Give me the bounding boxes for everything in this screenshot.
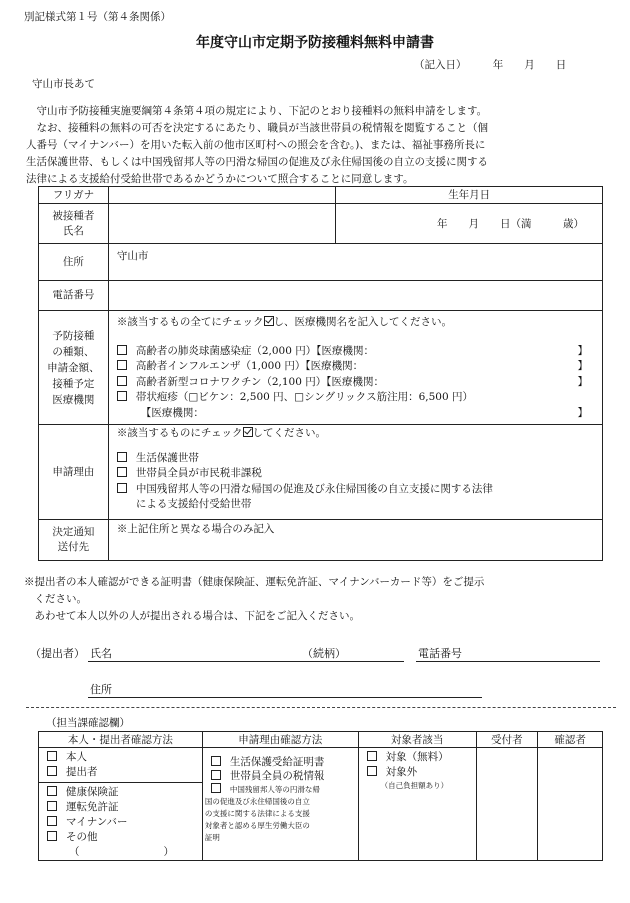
checkbox-icon[interactable] [117, 452, 127, 462]
reason-method-returnee-cont: 国の促進及び永住帰国後の自立 [204, 797, 310, 806]
shingles-clinic-field[interactable]: 【医療機関： 】 [140, 406, 588, 419]
id-notes: ※提出者の本人確認ができる証明書（健康保険証、運転免許証、マイナンバーカード等）をご提示 ください。 あわせて本人以外の人が提出される場合は、下記をご記入ください。 [24, 576, 485, 622]
vaccine-options [108, 311, 602, 425]
reason-method-returnee-cont: 対象者と認める厚生労働大臣の [204, 821, 310, 830]
notice-address-field[interactable]: ※上記住所と異なる場合のみ記入 [108, 520, 602, 561]
checkbox-icon[interactable] [367, 766, 377, 776]
reason-method-returnee[interactable]: 中国残留邦人等の円滑な帰 [203, 783, 358, 796]
vaccine-option-influenza[interactable]: 高齢者インフルエンザ（1,000 円）【医療機関： 】 [117, 359, 602, 375]
vaccine-option-shingles[interactable]: 帯状疱疹（□ビケン：2,500 円、□シングリックス筋注用：6,500 円） [117, 390, 602, 406]
target-note: （自己負担額あり） [380, 781, 449, 790]
checkbox-icon[interactable] [47, 766, 57, 776]
intro-line: 守山市予防接種実施要綱第４条第４項の規定により、下記のとおり接種料の無料申請をします。 [26, 105, 488, 117]
birth-label: 生年月日 [336, 187, 603, 204]
name-label: 被接種者 氏名 [39, 204, 109, 244]
id-option-insurance[interactable]: 健康保険証 [47, 785, 202, 800]
checkbox-icon[interactable] [117, 391, 127, 401]
reason-option-welfare[interactable]: 生活保護世帯 [117, 451, 602, 467]
reason-label: 申請理由 [39, 425, 109, 520]
vaccine-label: 予防接種 の種類、 申請金額、 接種予定 医療機関 [39, 311, 109, 425]
checker-stamp-cell[interactable] [538, 748, 603, 861]
submitter-name-line[interactable] [88, 661, 404, 662]
id-method-cell [39, 748, 203, 861]
submitter-phone-label: 電話番号 [418, 647, 462, 660]
phone-field[interactable] [108, 281, 602, 311]
reason-method-returnee-cont: の支援に関する法律による支援 [204, 809, 310, 818]
checkbox-icon[interactable] [211, 756, 221, 766]
office-header: 受付者 [476, 732, 538, 748]
receiver-stamp-cell[interactable] [476, 748, 538, 861]
office-header: 申請理由確認方法 [202, 732, 358, 748]
birth-field[interactable]: 年 月 日（満 歳） [336, 204, 603, 244]
id-option-self[interactable]: 本人 [47, 750, 202, 765]
target-cell [358, 748, 476, 861]
checkbox-icon[interactable] [117, 360, 127, 370]
submitter-address-line[interactable] [88, 697, 482, 698]
intro-paragraph [26, 103, 610, 188]
checkbox-icon[interactable] [47, 831, 57, 841]
checkbox-icon[interactable] [211, 783, 221, 793]
intro-line: 法律による支援給付受給世帯であるかどうかについて照合することに同意します。 [26, 173, 414, 185]
office-header: 確認者 [538, 732, 603, 748]
addressee: 守山市長あて [32, 78, 95, 90]
vaccine-note: ※該当するもの全てにチェック し、医療機関名を記入してください。 [116, 316, 453, 328]
cut-line [26, 707, 616, 708]
office-header: 本人・提出者確認方法 [39, 732, 203, 748]
address-label: 住所 [39, 244, 109, 281]
reason-method-returnee-cont: 証明 [204, 833, 220, 842]
intro-line: 生活保護世帯、もしくは中国残留邦人等の円滑な帰国の促進及び永住帰国後の自立の支援に関する [26, 156, 488, 168]
submitter-address-label: 住所 [90, 683, 112, 696]
id-option-other[interactable]: その他 [47, 830, 202, 845]
submitter-phone-line[interactable] [416, 661, 600, 662]
check-mark-icon [264, 316, 274, 326]
phone-label: 電話番号 [39, 281, 109, 311]
checkbox-icon[interactable] [211, 770, 221, 780]
reason-options [108, 425, 602, 520]
furigana-field[interactable] [108, 187, 336, 204]
checkbox-icon[interactable] [117, 376, 127, 386]
reason-method-cell [202, 748, 358, 861]
form-number: 別記様式第１号（第４条関係） [24, 11, 171, 23]
intro-line: なお、接種料の無料の可否を決定するにあたり、職員が当該世帯員の税情報を閲覧すること（個 [26, 122, 488, 134]
target-option-free[interactable]: 対象（無料） [367, 750, 476, 765]
office-caption: （担当課確認欄） [46, 717, 130, 729]
id-option-submitter[interactable]: 提出者 [47, 765, 202, 780]
submitter-label: （提出者） [30, 647, 85, 660]
reason-method-welfare[interactable]: 生活保護受給証明書 [211, 755, 358, 769]
checkbox-icon[interactable] [117, 467, 127, 477]
intro-line: 人番号（マイナンバー）を用いた転入前の他市区町村への照会を含む。)、または、福祉事務所長に [26, 139, 486, 151]
id-option-other-field[interactable]: （ ） [69, 846, 174, 858]
reason-option-returnee[interactable]: 中国残留邦人等の円滑な帰国の促進及び永住帰国後の自立支援に関する法律 [117, 482, 602, 498]
reason-option-tax-exempt[interactable]: 世帯員全員が市民税非課税 [117, 466, 602, 482]
address-field[interactable]: 守山市 [108, 244, 602, 281]
reason-note: ※該当するものにチェック してください。 [116, 427, 327, 439]
submitter-relation-label: （続柄） [302, 647, 346, 660]
furigana-label: フリガナ [39, 187, 109, 204]
checkbox-icon[interactable] [47, 801, 57, 811]
vaccine-option-covid[interactable]: 高齢者新型コロナワクチン（2,100 円）【医療機関： 】 [117, 375, 602, 391]
id-option-license[interactable]: 運転免許証 [47, 800, 202, 815]
name-field[interactable] [108, 204, 336, 244]
office-header: 対象者該当 [358, 732, 476, 748]
submitter-name-label: 氏名 [90, 647, 112, 660]
checkbox-icon[interactable] [367, 751, 377, 761]
checkbox-icon[interactable] [117, 483, 127, 493]
check-mark-icon [243, 427, 253, 437]
checkbox-icon[interactable] [117, 345, 127, 355]
notice-label: 決定通知 送付先 [39, 520, 109, 561]
checkbox-icon[interactable] [47, 786, 57, 796]
target-option-excluded[interactable]: 対象外 [367, 765, 476, 780]
date-line[interactable]: （記入日） 年 月 日 [414, 59, 567, 71]
checkbox-icon[interactable] [47, 816, 57, 826]
office-table [38, 731, 603, 861]
page-title: 年度守山市定期予防接種料無料申請書 [196, 35, 434, 51]
reason-option-returnee-cont: による支援給付受給世帯 [135, 498, 252, 510]
reason-method-tax[interactable]: 世帯員全員の税情報 [211, 769, 358, 783]
checkbox-icon[interactable] [47, 751, 57, 761]
id-option-mynumber[interactable]: マイナンバー [47, 815, 202, 830]
application-table [38, 186, 603, 561]
vaccine-option-pneumococcal[interactable]: 高齢者の肺炎球菌感染症（2,000 円）【医療機関： 】 [117, 344, 602, 360]
